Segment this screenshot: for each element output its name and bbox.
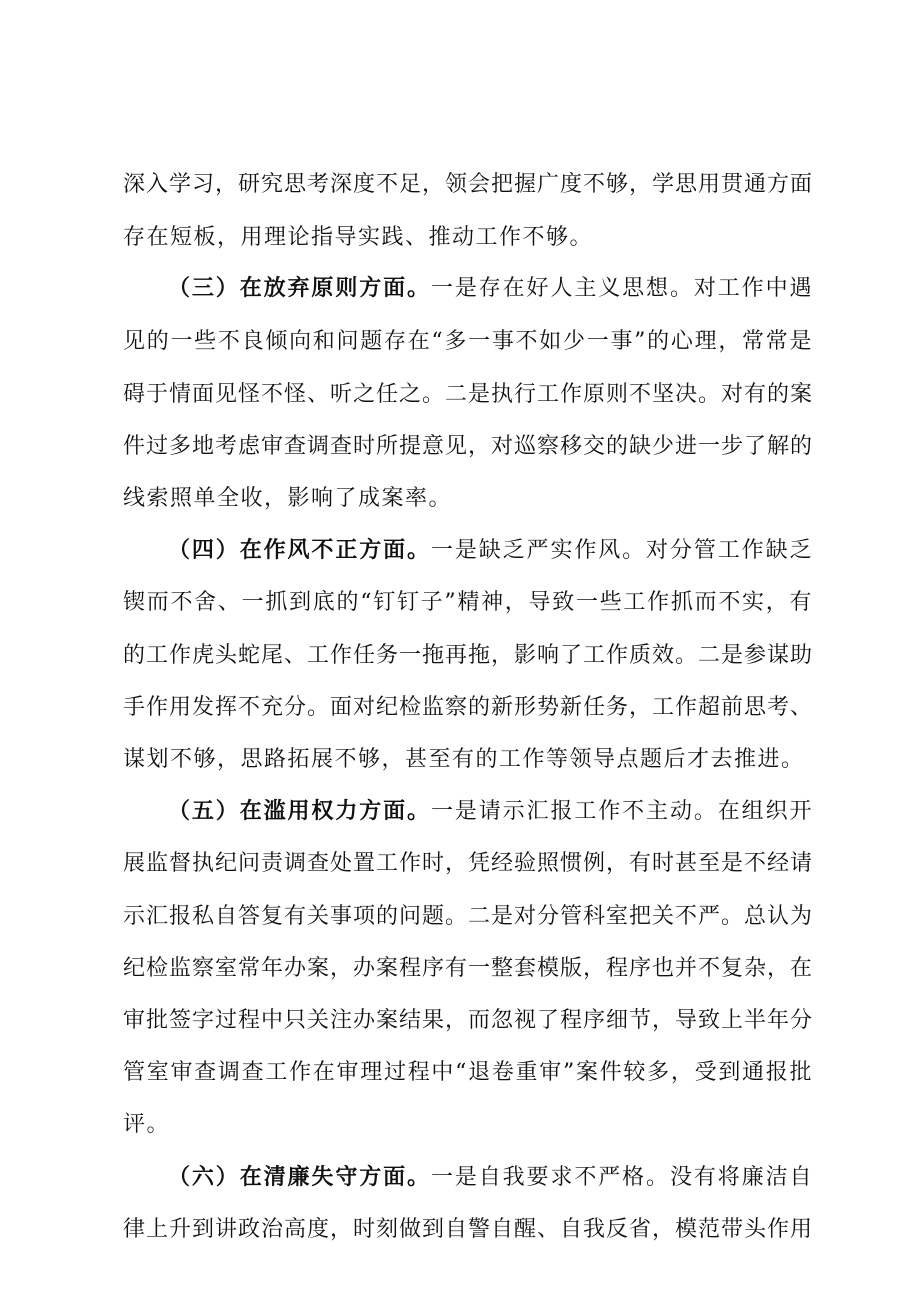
section-3-first-line (168, 269, 813, 309)
text-line: 律上升到讲政治高度，时刻做到自警自醒、自我反省，模范带头作用 (123, 1217, 814, 1242)
section-3-text: 一是存在好人主义思想。对工作中遇 (430, 276, 813, 301)
text-line: 见的一些不良倾向和问题存在“多一事不如少一事”的心理，常常是 (123, 329, 813, 354)
section-6-first-line (168, 1158, 813, 1198)
text-line: 深入学习，研究思考深度不足，领会把握广度不够，学思用贯通方面 (123, 172, 814, 197)
section-4-heading: 在作风不正方面。 (239, 538, 431, 563)
section-4-number: （四） (168, 538, 240, 563)
text-line: 谋划不够，思路拓展不够，甚至有的工作等领导点题后才去推进。 (123, 747, 805, 772)
text-line: 锲而不舍、一抓到底的“钉钉子”精神，导致一些工作抓而不实，有 (123, 590, 813, 615)
section-5-first-line (168, 792, 813, 832)
section-4-first-line (168, 531, 813, 571)
text-line: 存在短板，用理论指导实践、推动工作不够。 (123, 225, 594, 250)
text-line: 管室审查调查工作在审理过程中“退卷重审”案件较多，受到通报批 (123, 1060, 813, 1085)
text-line: 纪检监察室常年办案，办案程序有一整套模版，程序也并不复杂，在 (123, 956, 814, 981)
section-5-text: 一是请示汇报工作不主动。在组织开 (430, 799, 813, 824)
text-line: 示汇报私自答复有关事项的问题。二是对分管科室把关不严。总认为 (123, 904, 814, 929)
section-5-number: （五） (168, 799, 240, 824)
text-line: 评。 (123, 1112, 171, 1137)
text-line: 件过多地考虑审查调查时所提意见，对巡察移交的缺少进一步了解的 (123, 434, 814, 459)
section-6-text: 一是自我要求不严格。没有将廉洁自 (430, 1165, 813, 1190)
text-line: 碍于情面见怪不怪、听之任之。二是执行工作原则不坚决。对有的案 (123, 382, 814, 407)
section-4-text: 一是缺乏严实作风。对分管工作缺乏 (430, 538, 813, 563)
text-line: 展监督执纪问责调查处置工作时，凭经验照惯例，有时甚至是不经请 (123, 851, 814, 876)
text-line: 手作用发挥不充分。面对纪检监察的新形势新任务，工作超前思考、 (123, 695, 814, 720)
section-6-heading: 在清廉失守方面。 (239, 1165, 431, 1190)
section-6-number: （六） (168, 1165, 240, 1190)
text-line: 的工作虎头蛇尾、工作任务一拖再拖，影响了工作质效。二是参谋助 (123, 643, 814, 668)
section-3-number: （三） (168, 276, 240, 301)
section-3-heading: 在放弃原则方面。 (239, 276, 431, 301)
text-line: 审批签字过程中只关注办案结果，而忽视了程序细节，导致上半年分 (123, 1008, 814, 1033)
text-line: 线索照单全收，影响了成案率。 (123, 486, 453, 511)
section-5-heading: 在滥用权力方面。 (239, 799, 431, 824)
